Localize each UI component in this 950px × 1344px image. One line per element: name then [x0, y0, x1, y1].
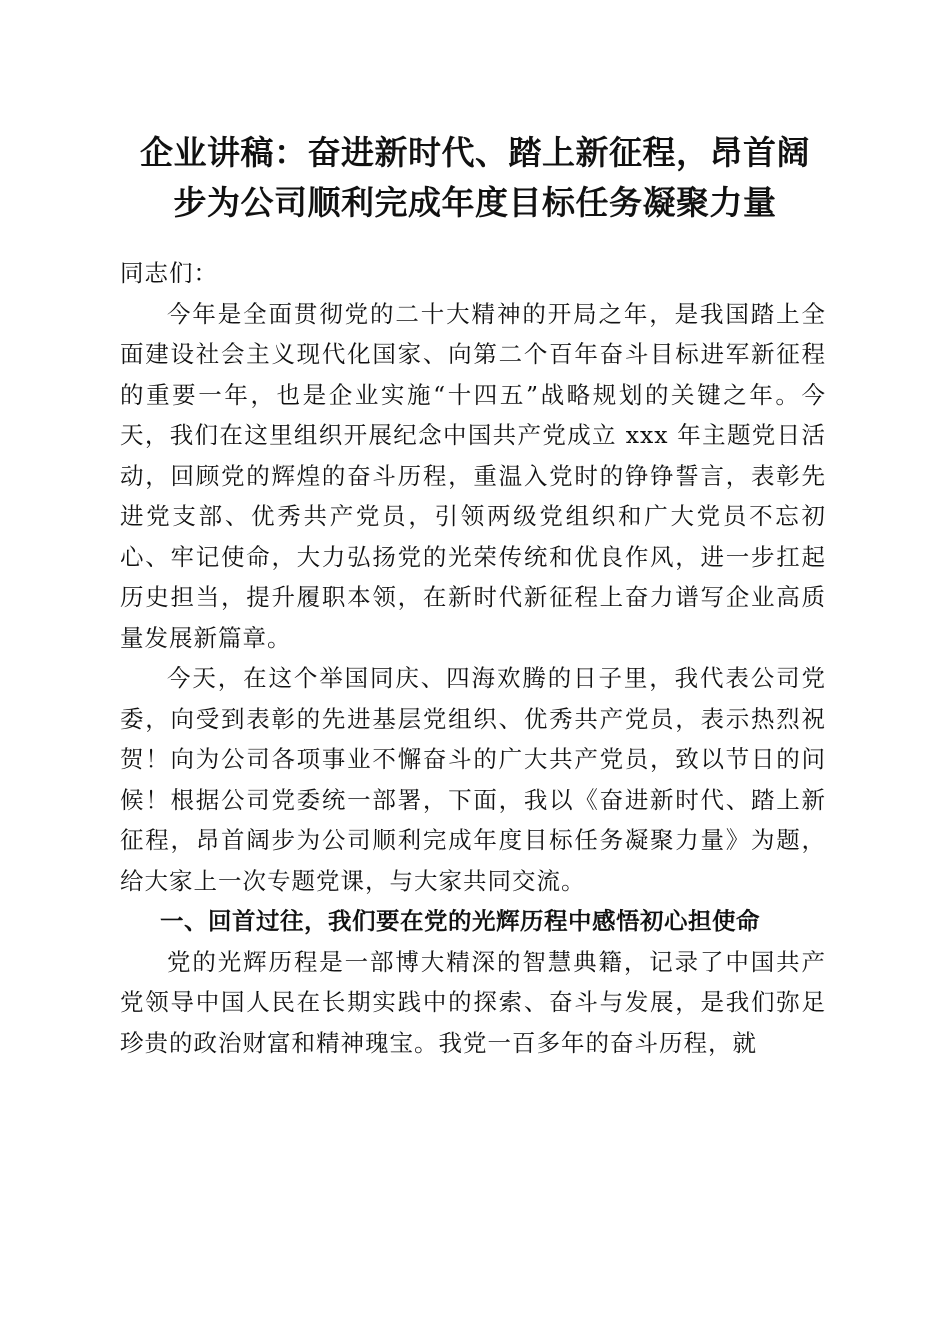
section-paragraph: 党的光辉历程是一部博大精深的智慧典籍，记录了中国共产党领导中国人民在长期实践中的探索、奋斗与发展，是我们弥足珍贵的政治财富和精神瑰宝。我党一百多年的奋斗历程，就	[120, 947, 826, 1057]
section-heading: 一、回首过往，我们要在党的光辉历程中感悟初心担使命	[160, 907, 760, 935]
title-line-1: 企业讲稿：奋进新时代、踏上新征程，昂首阔	[140, 133, 810, 172]
paragraph-1: 今年是全面贯彻党的二十大精神的开局之年，是我国踏上全面建设社会主义现代化国家、向第二个百年奋斗目标进军新征程的重要一年，也是企业实施“十四五”战略规划的关键之年。今天，我们在这里组织开展纪念中国共产党成立 xxx 年主题党日活动，回顾党的辉煌的奋斗历程，重温入党时的铮铮誓言，表彰先进党支部、优秀共产党员，引领两级党组织和广大党员不忘初心、牢记使命，大力弘扬党的光荣传统和优良作风，进一步扛起历史担当，提升履职本领，在新时代新征程上奋力谱写企业高质量发展新篇章。	[120, 299, 826, 652]
document-body	[120, 253, 826, 1063]
salutation: 同志们：	[120, 259, 218, 287]
paragraph-2: 今天，在这个举国同庆、四海欢腾的日子里，我代表公司党委，向受到表彰的先进基层党组织、优秀共产党员，表示热烈祝贺！向为公司各项事业不懈奋斗的广大共产党员，致以节日的问候！根据公司党委统一部署，下面，我以《奋进新时代、踏上新征程，昂首阔步为公司顺利完成年度目标任务凝聚力量》为题，给大家上一次专题党课，与大家共同交流。	[120, 664, 826, 895]
title-line-2: 步为公司顺利完成年度目标任务凝聚力量	[173, 183, 777, 222]
document-title	[100, 128, 850, 228]
